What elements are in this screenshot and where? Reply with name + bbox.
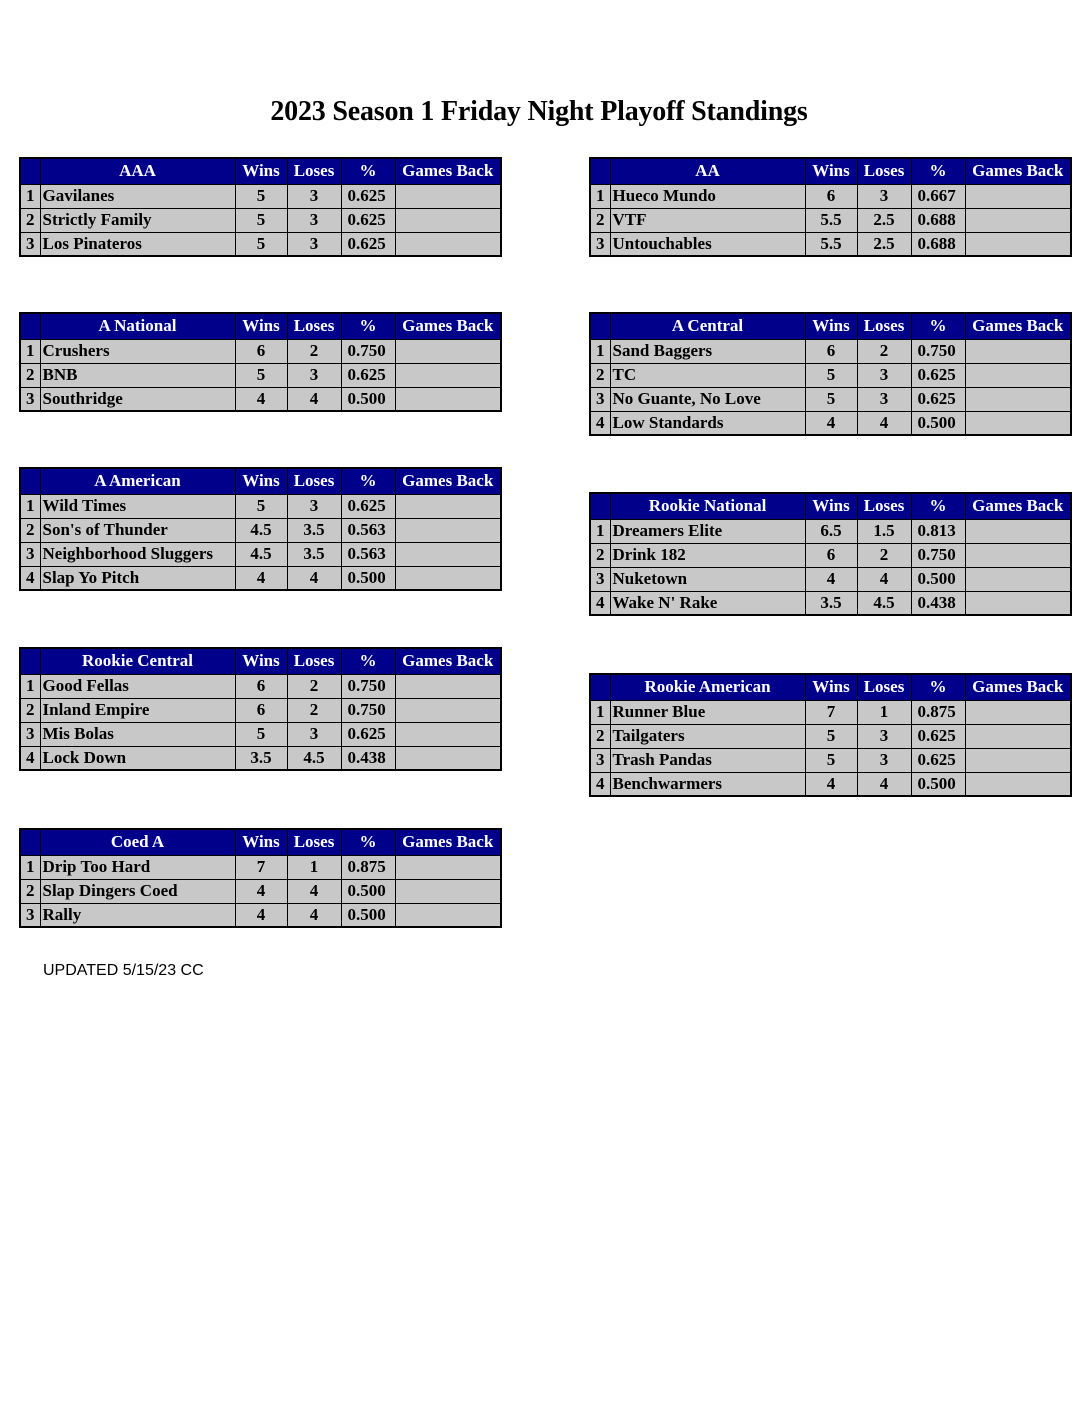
table-row [20,208,501,232]
pct-header: % [911,674,965,700]
table-row [20,387,501,411]
pct-cell: 0.625 [911,387,965,411]
division-name: A American [40,468,235,494]
loses-cell: 2 [857,543,911,567]
rank-header [590,158,610,184]
pct-header: % [341,468,395,494]
standings-table-a-american [19,467,502,591]
loses-header: Loses [857,493,911,519]
pct-cell: 0.625 [341,208,395,232]
wins-cell: 5 [235,722,287,746]
table-row [20,232,501,256]
rank-cell: 3 [20,232,40,256]
rank-cell: 3 [590,232,610,256]
table-row [20,494,501,518]
rank-cell: 1 [20,494,40,518]
pct-cell: 0.625 [911,724,965,748]
games-back-cell [965,700,1071,724]
wins-cell: 5 [235,494,287,518]
table-row [20,363,501,387]
pct-cell: 0.500 [911,567,965,591]
rank-cell: 2 [590,208,610,232]
games-back-cell [395,879,501,903]
wins-cell: 4 [235,903,287,927]
team-name-cell: BNB [40,363,235,387]
loses-cell: 1 [857,700,911,724]
games-back-cell [965,232,1071,256]
loses-header: Loses [287,648,341,674]
pct-header: % [341,158,395,184]
loses-cell: 2.5 [857,232,911,256]
pct-header: % [911,313,965,339]
table-row [20,542,501,566]
rank-cell: 4 [590,772,610,796]
team-name-cell: Drip Too Hard [40,855,235,879]
rank-cell: 3 [590,387,610,411]
team-name-cell: Low Standards [610,411,805,435]
pct-cell: 0.688 [911,208,965,232]
rank-cell: 2 [20,879,40,903]
loses-header: Loses [287,313,341,339]
wins-cell: 4 [805,772,857,796]
wins-cell: 6 [235,339,287,363]
team-name-cell: Dreamers Elite [610,519,805,543]
standings-table-aaa [19,157,502,257]
pct-cell: 0.750 [341,698,395,722]
games-back-cell [965,772,1071,796]
loses-cell: 3 [287,184,341,208]
rank-cell: 2 [20,208,40,232]
games-back-cell [395,518,501,542]
games-back-cell [395,339,501,363]
loses-header: Loses [857,674,911,700]
wins-cell: 7 [805,700,857,724]
wins-header: Wins [235,648,287,674]
loses-cell: 3 [857,363,911,387]
rank-cell: 2 [590,724,610,748]
loses-header: Loses [287,158,341,184]
rank-header [20,829,40,855]
division-name: Rookie National [610,493,805,519]
loses-cell: 4 [857,567,911,591]
team-name-cell: TC [610,363,805,387]
table-header-row [590,158,1071,184]
loses-cell: 1 [287,855,341,879]
wins-cell: 4 [805,567,857,591]
games-back-header: Games Back [965,674,1071,700]
team-name-cell: Neighborhood Sluggers [40,542,235,566]
division-name: Rookie Central [40,648,235,674]
team-name-cell: Strictly Family [40,208,235,232]
loses-header: Loses [857,313,911,339]
games-back-cell [965,387,1071,411]
team-name-cell: Southridge [40,387,235,411]
pct-header: % [911,158,965,184]
pct-cell: 0.625 [911,363,965,387]
division-name: A Central [610,313,805,339]
rank-cell: 3 [20,542,40,566]
division-name: A National [40,313,235,339]
pct-cell: 0.625 [341,363,395,387]
table-row [20,698,501,722]
table-row [20,518,501,542]
rank-cell: 1 [590,700,610,724]
games-back-cell [395,855,501,879]
team-name-cell: Inland Empire [40,698,235,722]
games-back-cell [965,567,1071,591]
loses-cell: 2.5 [857,208,911,232]
division-name: AA [610,158,805,184]
pct-cell: 0.875 [911,700,965,724]
games-back-cell [395,903,501,927]
pct-cell: 0.500 [911,411,965,435]
pct-cell: 0.625 [341,722,395,746]
page-title: 2023 Season 1 Friday Night Playoff Standings [270,96,808,127]
wins-header: Wins [805,158,857,184]
team-name-cell: Lock Down [40,746,235,770]
table-header-row [590,313,1071,339]
games-back-cell [395,387,501,411]
games-back-header: Games Back [395,313,501,339]
loses-cell: 3 [287,232,341,256]
pct-cell: 0.750 [341,339,395,363]
loses-cell: 3 [287,363,341,387]
team-name-cell: Runner Blue [610,700,805,724]
team-name-cell: Los Pinateros [40,232,235,256]
table-row [590,184,1071,208]
table-row [590,411,1071,435]
team-name-cell: Slap Dingers Coed [40,879,235,903]
table-row [590,232,1071,256]
wins-cell: 5 [805,748,857,772]
team-name-cell: Tailgaters [610,724,805,748]
wins-cell: 4 [235,566,287,590]
rank-header [20,313,40,339]
table-row [20,879,501,903]
rank-cell: 2 [20,698,40,722]
loses-cell: 4 [287,566,341,590]
wins-cell: 6.5 [805,519,857,543]
team-name-cell: Good Fellas [40,674,235,698]
loses-cell: 1.5 [857,519,911,543]
rank-cell: 1 [590,339,610,363]
games-back-cell [965,591,1071,615]
rank-cell: 2 [590,543,610,567]
rank-cell: 2 [20,363,40,387]
standings-table-rookie-national [589,492,1072,616]
wins-cell: 5 [805,724,857,748]
wins-cell: 3.5 [805,591,857,615]
table-row [20,855,501,879]
rank-header [590,674,610,700]
pct-cell: 0.438 [911,591,965,615]
pct-cell: 0.813 [911,519,965,543]
wins-cell: 4 [805,411,857,435]
pct-cell: 0.667 [911,184,965,208]
loses-cell: 2 [287,674,341,698]
wins-cell: 6 [805,543,857,567]
table-row [590,591,1071,615]
wins-header: Wins [235,158,287,184]
table-row [20,339,501,363]
team-name-cell: Son's of Thunder [40,518,235,542]
division-name: Coed A [40,829,235,855]
wins-cell: 5 [235,184,287,208]
rank-cell: 4 [20,746,40,770]
wins-cell: 7 [235,855,287,879]
table-row [590,748,1071,772]
pct-cell: 0.500 [911,772,965,796]
team-name-cell: Benchwarmers [610,772,805,796]
table-row [20,746,501,770]
wins-cell: 5 [235,208,287,232]
games-back-cell [965,519,1071,543]
table-row [590,700,1071,724]
table-row [590,724,1071,748]
rank-cell: 3 [590,748,610,772]
pct-cell: 0.875 [341,855,395,879]
games-back-header: Games Back [965,313,1071,339]
pct-cell: 0.625 [911,748,965,772]
loses-cell: 4 [287,387,341,411]
team-name-cell: Gavilanes [40,184,235,208]
pct-cell: 0.500 [341,566,395,590]
pct-cell: 0.438 [341,746,395,770]
loses-cell: 4 [857,772,911,796]
wins-cell: 4.5 [235,518,287,542]
wins-header: Wins [805,313,857,339]
pct-cell: 0.750 [911,339,965,363]
wins-cell: 3.5 [235,746,287,770]
rank-cell: 4 [20,566,40,590]
loses-cell: 3 [857,184,911,208]
team-name-cell: Crushers [40,339,235,363]
loses-cell: 4 [287,903,341,927]
standings-table-a-central [589,312,1072,436]
loses-cell: 2 [287,339,341,363]
loses-cell: 3.5 [287,518,341,542]
team-name-cell: Untouchables [610,232,805,256]
games-back-cell [395,232,501,256]
games-back-cell [395,494,501,518]
games-back-cell [395,698,501,722]
table-row [20,722,501,746]
games-back-cell [965,748,1071,772]
team-name-cell: Hueco Mundo [610,184,805,208]
wins-cell: 5 [235,363,287,387]
loses-cell: 4 [287,879,341,903]
table-row [590,363,1071,387]
team-name-cell: No Guante, No Love [610,387,805,411]
loses-cell: 3 [857,748,911,772]
loses-cell: 4.5 [857,591,911,615]
pct-cell: 0.625 [341,494,395,518]
team-name-cell: Nuketown [610,567,805,591]
loses-cell: 2 [287,698,341,722]
loses-header: Loses [857,158,911,184]
rank-cell: 3 [590,567,610,591]
team-name-cell: Rally [40,903,235,927]
pct-header: % [341,648,395,674]
pct-cell: 0.563 [341,542,395,566]
team-name-cell: Sand Baggers [610,339,805,363]
loses-cell: 3 [287,722,341,746]
games-back-cell [965,339,1071,363]
table-row [20,566,501,590]
rank-cell: 3 [20,722,40,746]
pct-cell: 0.625 [341,232,395,256]
rank-cell: 3 [20,903,40,927]
table-row [590,208,1071,232]
loses-cell: 3 [287,494,341,518]
table-row [590,772,1071,796]
rank-cell: 1 [590,519,610,543]
division-name: AAA [40,158,235,184]
wins-header: Wins [805,493,857,519]
games-back-cell [395,722,501,746]
wins-header: Wins [235,829,287,855]
pct-header: % [341,829,395,855]
pct-cell: 0.688 [911,232,965,256]
table-row [590,567,1071,591]
wins-cell: 5 [235,232,287,256]
rank-cell: 1 [20,855,40,879]
pct-cell: 0.625 [341,184,395,208]
games-back-header: Games Back [395,648,501,674]
games-back-cell [965,208,1071,232]
team-name-cell: Drink 182 [610,543,805,567]
table-row [590,543,1071,567]
rank-header [590,493,610,519]
games-back-cell [395,184,501,208]
games-back-cell [395,208,501,232]
games-back-header: Games Back [965,158,1071,184]
games-back-cell [395,566,501,590]
games-back-cell [965,184,1071,208]
rank-cell: 4 [590,591,610,615]
games-back-cell [395,363,501,387]
wins-header: Wins [235,313,287,339]
wins-cell: 6 [805,339,857,363]
pct-cell: 0.750 [341,674,395,698]
wins-cell: 5 [805,363,857,387]
games-back-cell [965,363,1071,387]
rank-header [20,158,40,184]
games-back-cell [395,674,501,698]
games-back-header: Games Back [395,829,501,855]
rank-cell: 1 [20,339,40,363]
loses-cell: 2 [857,339,911,363]
pct-cell: 0.500 [341,903,395,927]
loses-cell: 3 [857,724,911,748]
wins-cell: 4 [235,387,287,411]
loses-cell: 3 [287,208,341,232]
loses-header: Loses [287,829,341,855]
table-row [590,387,1071,411]
table-row [20,903,501,927]
games-back-header: Games Back [395,158,501,184]
rank-header [590,313,610,339]
wins-cell: 5.5 [805,232,857,256]
games-back-cell [395,746,501,770]
rank-cell: 1 [20,674,40,698]
standings-table-a-national [19,312,502,412]
games-back-cell [965,411,1071,435]
team-name-cell: VTF [610,208,805,232]
rank-header [20,648,40,674]
rank-cell: 3 [20,387,40,411]
table-row [590,519,1071,543]
table-header-row [590,674,1071,700]
rank-header [20,468,40,494]
standings-table-aa [589,157,1072,257]
wins-cell: 6 [805,184,857,208]
pct-cell: 0.750 [911,543,965,567]
updated-note: UPDATED 5/15/23 CC [43,962,204,979]
games-back-cell [965,543,1071,567]
team-name-cell: Wake N' Rake [610,591,805,615]
loses-cell: 4 [857,411,911,435]
pct-cell: 0.500 [341,879,395,903]
team-name-cell: Wild Times [40,494,235,518]
games-back-header: Games Back [965,493,1071,519]
pct-header: % [911,493,965,519]
team-name-cell: Slap Yo Pitch [40,566,235,590]
rank-cell: 4 [590,411,610,435]
wins-cell: 6 [235,698,287,722]
games-back-cell [395,542,501,566]
rank-cell: 2 [590,363,610,387]
standings-table-rookie-central [19,647,502,771]
rank-cell: 1 [20,184,40,208]
games-back-cell [965,724,1071,748]
wins-cell: 4 [235,879,287,903]
rank-cell: 2 [20,518,40,542]
wins-cell: 4.5 [235,542,287,566]
table-header-row [20,468,501,494]
table-header-row [20,313,501,339]
pct-cell: 0.563 [341,518,395,542]
loses-header: Loses [287,468,341,494]
table-header-row [590,493,1071,519]
table-header-row [20,158,501,184]
wins-header: Wins [235,468,287,494]
team-name-cell: Mis Bolas [40,722,235,746]
wins-header: Wins [805,674,857,700]
loses-cell: 3.5 [287,542,341,566]
rank-cell: 1 [590,184,610,208]
loses-cell: 4.5 [287,746,341,770]
standings-table-rookie-american [589,673,1072,797]
games-back-header: Games Back [395,468,501,494]
table-header-row [20,648,501,674]
division-name: Rookie American [610,674,805,700]
wins-cell: 6 [235,674,287,698]
pct-header: % [341,313,395,339]
wins-cell: 5.5 [805,208,857,232]
standings-table-coed-a [19,828,502,928]
team-name-cell: Trash Pandas [610,748,805,772]
loses-cell: 3 [857,387,911,411]
wins-cell: 5 [805,387,857,411]
pct-cell: 0.500 [341,387,395,411]
table-row [590,339,1071,363]
table-row [20,674,501,698]
table-header-row [20,829,501,855]
table-row [20,184,501,208]
